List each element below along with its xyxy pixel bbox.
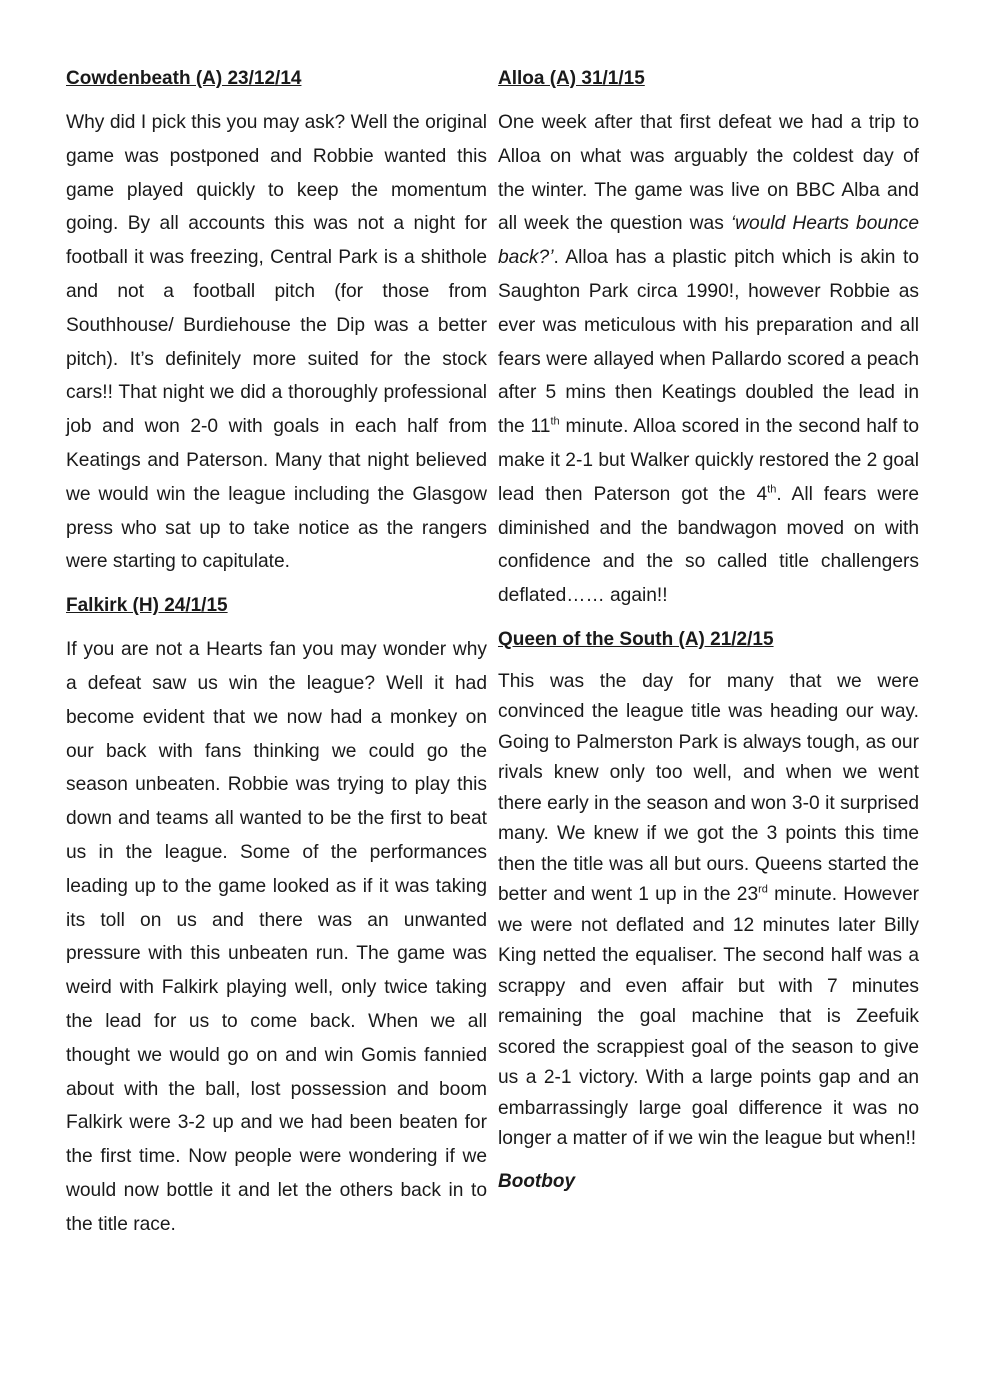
right-column [498,66,919,1195]
section-heading-cowdenbeath: Cowdenbeath (A) 23/12/14 [66,68,302,89]
alloa-text-2: . Alloa has a plastic pitch which is akin to Saughton Park circa 1990!, however Robbie as ever was meticulous with his preparation and all fears were allayed when Pallardo scored a peach after 5 mins then Keatings doubled the lead in the 11 [498,247,919,438]
alloa-text-1: One week after that first defeat we had a trip to Alloa on what was arguably the coldest day of the winter. The game was live on BBC Alba and all week the question was [498,112,919,235]
qos-text-2: minute. However we were not deflated and 12 minutes later Billy King netted the equaliser. The second half was a scrappy and even affair but with 7 minutes remaining the goal machine that is Zeefuik scored the scrappiest goal of the season to give us a 2-1 victory. With a large points gap and an embarrassingly large goal difference it was no longer a matter of if we win the league but when!! [498,884,920,1150]
section-text-alloa [498,106,919,613]
section-heading-falkirk: Falkirk (H) 24/1/15 [66,595,228,617]
left-column [66,66,487,1242]
qos-text-1: This was the day for many that we were convinced the league title was heading our way. Going to Palmerston Park is always tough, as our rivals knew only too well, and when we went there early in the season and won 3-0 it surprised many. We knew if we got the 3 points this time then the title was all but ours. Queens started the better and went 1 up in the 23 [498,670,919,906]
alloa-text-4: . All fears were diminished and the bandwagon moved on with confidence and the so called title challengers deflated…… again!! [498,483,919,607]
alloa-superscript-2: th [767,483,777,496]
section-heading-alloa: Alloa (A) 31/1/15 [498,68,645,89]
section-text-cowdenbeath: Why did I pick this you may ask? Well the original game was postponed and Robbie wanted this game played quickly to keep the momentum going. By all accounts this was not a night for football it was freezing, Central Park is a shithole and not a football pitch (for those from Southhouse/ Burdiehouse the Dip was a better pitch). It’s definitely more suited for the stock cars!! That night we did a thoroughly professional job and won 2-0 with goals in each half from Keatings and Paterson. Many that night believed we would win the league including the Glasgow press who sat up to take notice as the rangers were starting to capitulate. [66,112,487,573]
alloa-text-3: minute. Alloa scored in the second half to make it 2-1 but Walker quickly restored the 2 goal lead then Paterson got the 4 [498,416,920,505]
alloa-superscript-1: th [550,415,560,428]
section-text-falkirk: If you are not a Hearts fan you may wonder why a defeat saw us win the league? Well it had become evident that we now had a monkey on our back with fans thinking we could go the season unbeaten. Robbie was trying to play this down and teams all wanted to be the first to beat us in the league. Some of the performances leading up to the game looked as if it was taking its toll on us and there was an unwanted pressure with this unbeaten run. The game was weird with Falkirk playing well, only twice taking the lead for us to come back. When we all thought we would go on and win Gomis fannied about with the ball, lost possession and boom Falkirk were 3-2 up and we had been beaten for the first time. Now people were wondering if we would now bottle it and let the others back in to the title race. [66,639,487,1235]
section-heading-queen-of-the-south: Queen of the South (A) 21/2/15 [498,628,774,650]
section-text-queen-of-the-south [498,667,919,1155]
qos-superscript-1: rd [758,884,768,897]
alloa-quote: ‘would Hearts bounce back?’ [498,213,919,269]
signature: Bootboy [498,1170,576,1192]
